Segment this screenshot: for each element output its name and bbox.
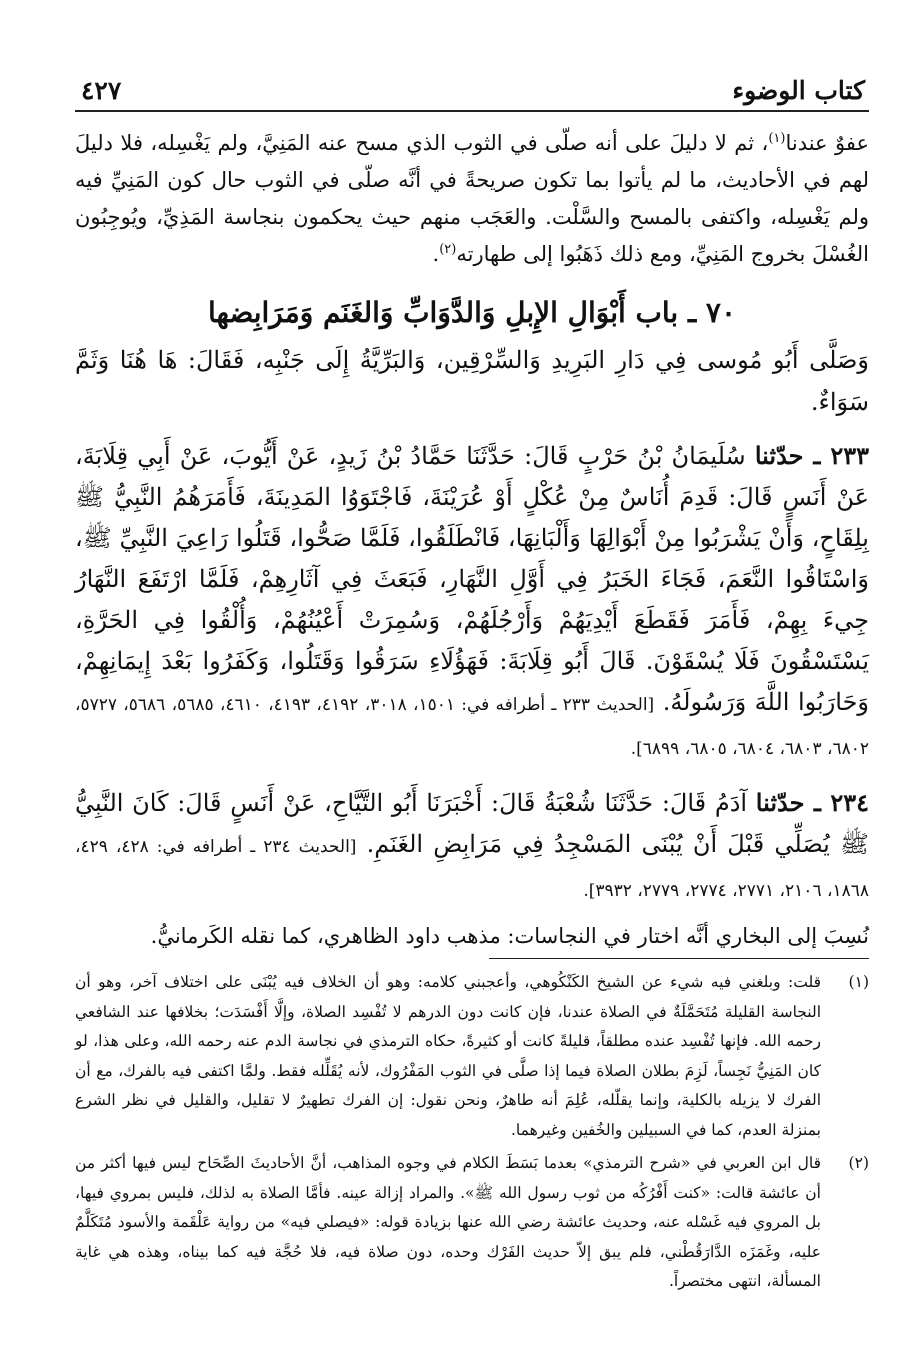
- main-text: [75, 125, 869, 954]
- hadith-234-text: آدَمُ قَالَ: حَدَّثَنَا شُعْبَةُ قَالَ: أَخْبَرَنَا أَبُو التَّيَّاحِ، عَنْ أَنَسٍ قَالَ: كَانَ النَّبِيُّ ﷺ يُصَلِّي قَبْلَ أَنْ يُبْنَى المَسْجِدُ فِي مَرَابِضِ الغَنَمِ.: [75, 789, 869, 858]
- hadith-233-ref: [الحديث ٢٣٣ ـ أطرافه في: ١٥٠١، ٣٠١٨، ٤١٩٢، ٤١٩٣، ٤٦١٠، ٥٦٨٥، ٥٦٨٦، ٥٧٢٧، ٦٨٠٢، ٦٨٠٣، ٦٨٠٤، ٦٨٠٥، ٦٨٩٩].: [75, 695, 869, 759]
- intro-end: .: [432, 242, 440, 266]
- footnote-text: قلت: وبلغني فيه شيء عن الشيخ الكَنْكُوهي، وأعجبني كلامه: وهو أن الخلاف فيه يُبْنَى على اختلاف آخر، وهو أن النجاسة القليلة مُتَحَمَّلَةٌ في الصلاة عندنا، فإن كانت دون الدرهم لا تُفْسِد الصلاة، وإلَّا أَفْسَدَت؛ بخلافها عند الشافعي رحمه الله. فإنها تُفْسِد عنده مطلقاً، قليلةً كانت أو كثيرةً، حكاه الترمذي في نجاسة الدم عنه رحمه الله، وعلى هذا، لو كان المَنِيُّ نَجِساً، لَزِمَ بطلان الصلاة فيما إذا صلَّى في الثوب المَفْرُوك، لأنه يُقَلِّله فقط. ولمَّا اكتفى فيه بالفرك، مع أن الفرك لا يزيله بالكلية، وإنما يقلّله، عُلِمَ أنه طاهرٌ، ونحن نقول: إن الفرك تطهيرٌ لا تقليل، والقليل في نظر الشرع بمنزلة العدم، كما في السبيلين والخُفين وغيرهما.: [75, 973, 821, 1139]
- page: [75, 0, 869, 1371]
- footnote-separator: [489, 958, 869, 959]
- footnotes: [75, 968, 869, 1301]
- footnote-ref-1[interactable]: (١): [768, 131, 786, 146]
- hadith-234-lead: ٢٣٤ ـ حدّثنا: [755, 788, 869, 817]
- hadith-234-ref: [الحديث ٢٣٤ ـ أطرافه في: ٤٢٨، ٤٢٩، ١٨٦٨، ٢١٠٦، ٢٧٧١، ٢٧٧٤، ٢٧٧٩، ٣٩٣٢].: [75, 837, 869, 901]
- footnote-ref-2[interactable]: (٢): [439, 242, 457, 257]
- footnote-number: (٢): [848, 1154, 869, 1172]
- intro-paragraph: [75, 125, 869, 273]
- chapter-intro-quote: وَصَلَّى أَبُو مُوسى فِي دَارِ البَرِيدِ وَالسِّرْقِين، وَالبَرِّيَّةُ إِلَى جَنْبِه، فَقَالَ: هَا هُنَا وَثَمَّ سَوَاءٌ.: [75, 346, 869, 416]
- hadith-234: [75, 782, 869, 912]
- footnote-1: [75, 968, 869, 1145]
- page-header: [75, 70, 869, 112]
- hadith-233-lead: ٢٣٣ ـ حدّثنا: [754, 441, 869, 470]
- running-title: كتاب الوضوء: [732, 76, 865, 105]
- page-number: ٤٢٧: [81, 76, 122, 105]
- hadith-233: [75, 435, 869, 770]
- footnote-number: (١): [848, 973, 869, 991]
- intro-part2: ، ثم لا دليلَ على أنه صلّى في الثوب الذي مسح عنه المَنِيَّ، ولم يَغْسِله، فلا دليلَ لهم في الأحاديث، ما لم يأتوا بما تكون صريحةً في أنَّه صلّى في الثوب حال كون المَنِيِّ فيه ولم يَغْسِله، واكتفى بالمسح والسَّلْت. والعَجَب منهم حيث يحكمون بنجاسة المَذِيِّ، ويُوجِبُون الغُسْلَ بخروج المَنِيِّ، ومع ذلك ذَهَبُوا إلى طهارته: [75, 131, 869, 266]
- hadith-233-text: سُلَيمَانُ بْنُ حَرْبٍ قَالَ: حَدَّثَنَا حَمَّادُ بْنُ زَيدٍ، عَنْ أَيُّوبَ، عَنْ أَبِي قِلَابَةَ، عَنْ أَنَسٍ قَالَ: قَدِمَ أُنَاسٌ مِنْ عُكْلٍ أَوْ عُرَيْنَةَ، فَاجْتَوَوُا المَدِينَةَ، فَأَمَرَهُمُ النَّبِيُّ ﷺ بِلِقَاحٍ، وَأَنْ يَشْرَبُوا مِنْ أَبْوَالِهَا وَأَلْبَانِهَا، فَانْطَلَقُوا، فَلَمَّا صَحُّوا، قَتَلُوا رَاعِيَ النَّبِيِّ ﷺ، وَاسْتَاقُوا النَّعَمَ، فَجَاءَ الخَبَرُ فِي أَوَّلِ النَّهَارِ، فَبَعَثَ فِي آثَارِهِمْ، فَلَمَّا ارْتَفَعَ النَّهَارُ جِيءَ بِهِمْ، فَأَمَرَ فَقَطَعَ أَيْدِيَهُمْ وَأَرْجُلَهُمْ، وَسُمِرَتْ أَعْيُنُهُمْ، وَأُلْقُوا فِي الحَرَّةِ، يَسْتَسْقُونَ فَلَا يُسْقَوْنَ. قَالَ أَبُو قِلَابَةَ: فَهَؤُلَاءِ سَرَقُوا وَقَتَلُوا، وَكَفَرُوا بَعْدَ إِيمَانِهِمْ، وَحَارَبُوا اللَّهَ وَرَسُولَهُ.: [75, 442, 870, 716]
- footnote-text: قال ابن العربي في «شرح الترمذي» بعدما بَسَطَ الكلام في وجوه المذاهب، أنَّ الأحاديثَ الصِّحَاح ليس فيها أكثر من أن عائشة قالت: «كنت أَفْرُكُه من ثوب رسول الله ﷺ». والمراد إزالة عينه. فأمَّا الصلاة به لذلك، فليس بمروي فيها، بل المروي فيه غَسْله عنه، وحديث عائشة رضي الله عنها بزيادة قوله: «فيصلي فيه» من رواية عَلْقَمة والأسود مُتَكَلَّمٌ عليه، وغَمَزَه الدَّارَقُطْني، فلم يبق إلاّ حديث الفَرْك وحده، دون صلاة فيه، فلا حُجَّة فيه كما بيناه، وهذه هي غاية المسألة، انتهى مختصراً.: [75, 1154, 821, 1290]
- chapter-title: ٧٠ ـ باب أَبْوَالِ الإِبلِ وَالدَّوَابِّ وَالغَنَم وَمَرَابِضها: [208, 296, 736, 329]
- intro-part1: عفوٌ عندنا: [785, 131, 870, 155]
- footnote-2: [75, 1149, 869, 1297]
- commentary-note: نُسِبَ إلى البخاري أنَّه اختار في النجاسات: مذهب داود الظاهري، كما نقله الكَرمانيُّ.: [150, 924, 869, 948]
